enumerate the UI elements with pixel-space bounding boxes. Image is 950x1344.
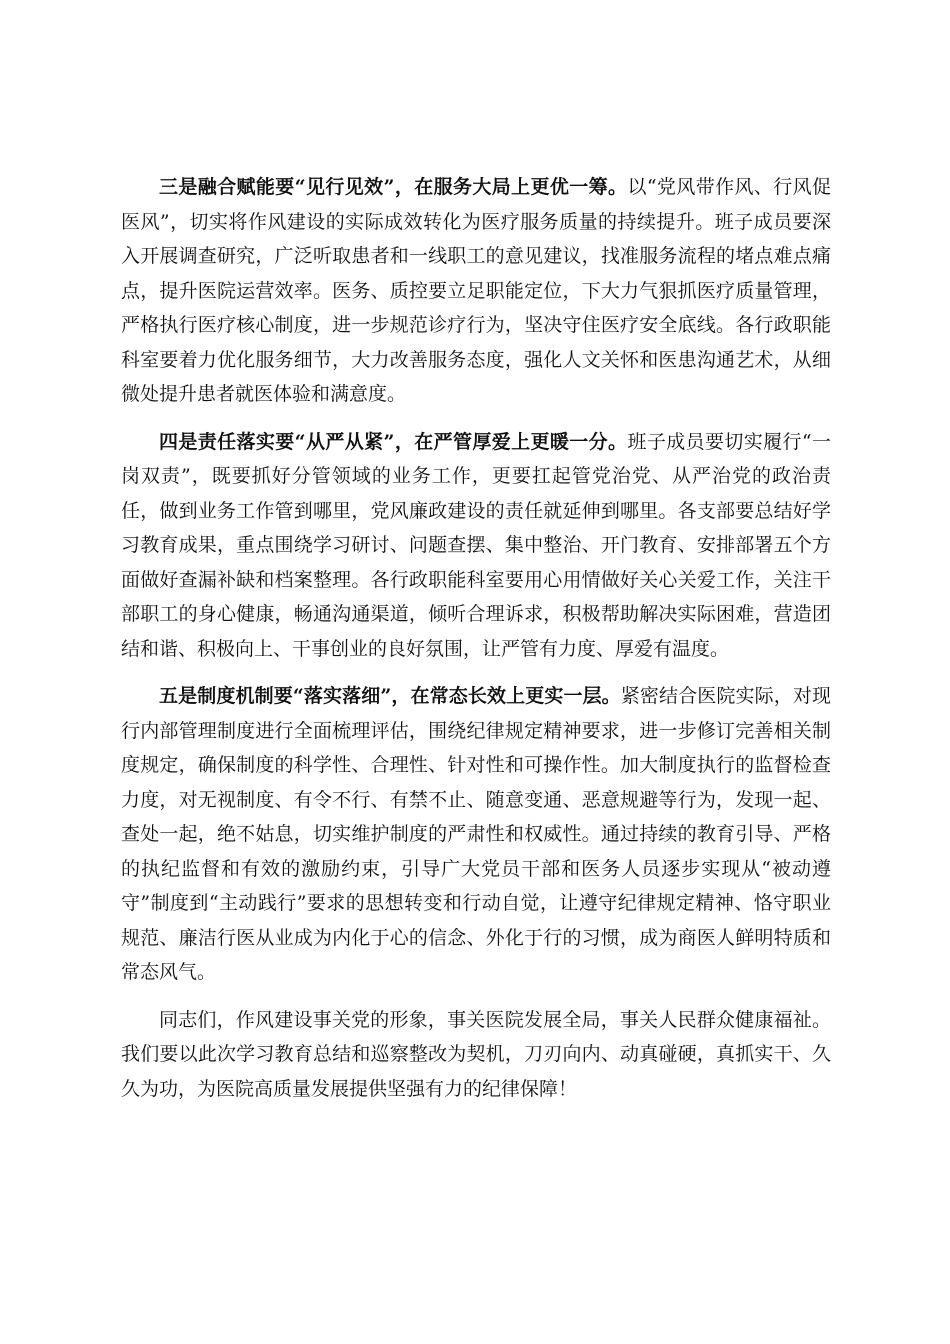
- paragraph-text: 以“党风带作风、行风促医风”，切实将作风建设的实际成效转化为医疗服务质量的持续提升。班子成员要深入开展调查研究，广泛听取患者和一线职工的意见建议，找准服务流程的堵点难点痛点，提升医院运营效率。医务、质控要立足职能定位，下大力气狠抓医疗质量管理，严格执行医疗核心制度，进一步规范诊疗行为，坚决守住医疗安全底线。各行政职能科室要着力优化服务细节，大力改善服务态度，强化人文关怀和医患沟通艺术，从细微处提升患者就医体验和满意度。: [121, 176, 832, 405]
- paragraph-text: 紧密结合医院实际，对现行内部管理制度进行全面梳理评估，围绕纪律规定精神要求，进一步修订完善相关制度规定，确保制度的科学性、合理性、针对性和可操作性。加大制度执行的监督检查力度，对无视制度、有令不行、有禁不止、随意变通、恶意规避等行为，发现一起、查处一起，绝不姑息，切实维护制度的严肃性和权威性。通过持续的教育引导、严格的执纪监督和有效的激励约束，引导广大党员干部和医务人员逐步实现从“被动遵守”制度到“主动践行”要求的思想转变和行动自觉，让遵守纪律规定精神、恪守职业规范、廉洁行医从业成为内化于心的信念、外化于行的习惯，成为商医人鲜明特质和常态风气。: [121, 685, 831, 983]
- paragraph-heading: 四是责任落实要“从严从紧”，在严管厚爱上更暖一分。: [159, 430, 628, 453]
- paragraph-text: 同志们，作风建设事关党的形象，事关医院发展全局，事关人民群众健康福祉。我们要以此次学习教育总结和巡察整改为契机，刀刃向内、动真碰硬，真抓实干、久久为功，为医院高质量发展提供坚强有力的纪律保障！: [121, 1008, 831, 1100]
- paragraph-four: [121, 425, 831, 667]
- paragraph-three: [121, 170, 831, 412]
- closing-paragraph: [121, 1003, 831, 1107]
- paragraph-five: [121, 679, 831, 990]
- document-body: [121, 170, 831, 1119]
- paragraph-text: 班子成员要切实履行“一岗双责”，既要抓好分管领域的业务工作，更要扛起管党治党、从严治党的政治责任，做到业务工作管到哪里，党风廉政建设的责任就延伸到哪里。各支部要总结好学习教育成果，重点围绕学习研讨、问题查摆、集中整治、开门教育、安排部署五个方面做好查漏补缺和档案整理。各行政职能科室要用心用情做好关心关爱工作，关注干部职工的身心健康，畅通沟通渠道，倾听合理诉求，积极帮助解决实际困难，营造团结和谐、积极向上、干事创业的良好氛围，让严管有力度、厚爱有温度。: [121, 430, 832, 660]
- paragraph-heading: 三是融合赋能要“见行见效”，在服务大局上更优一筹。: [159, 176, 628, 198]
- paragraph-heading: 五是制度机制要“落实落细”，在常态长效上更实一层。: [159, 685, 621, 707]
